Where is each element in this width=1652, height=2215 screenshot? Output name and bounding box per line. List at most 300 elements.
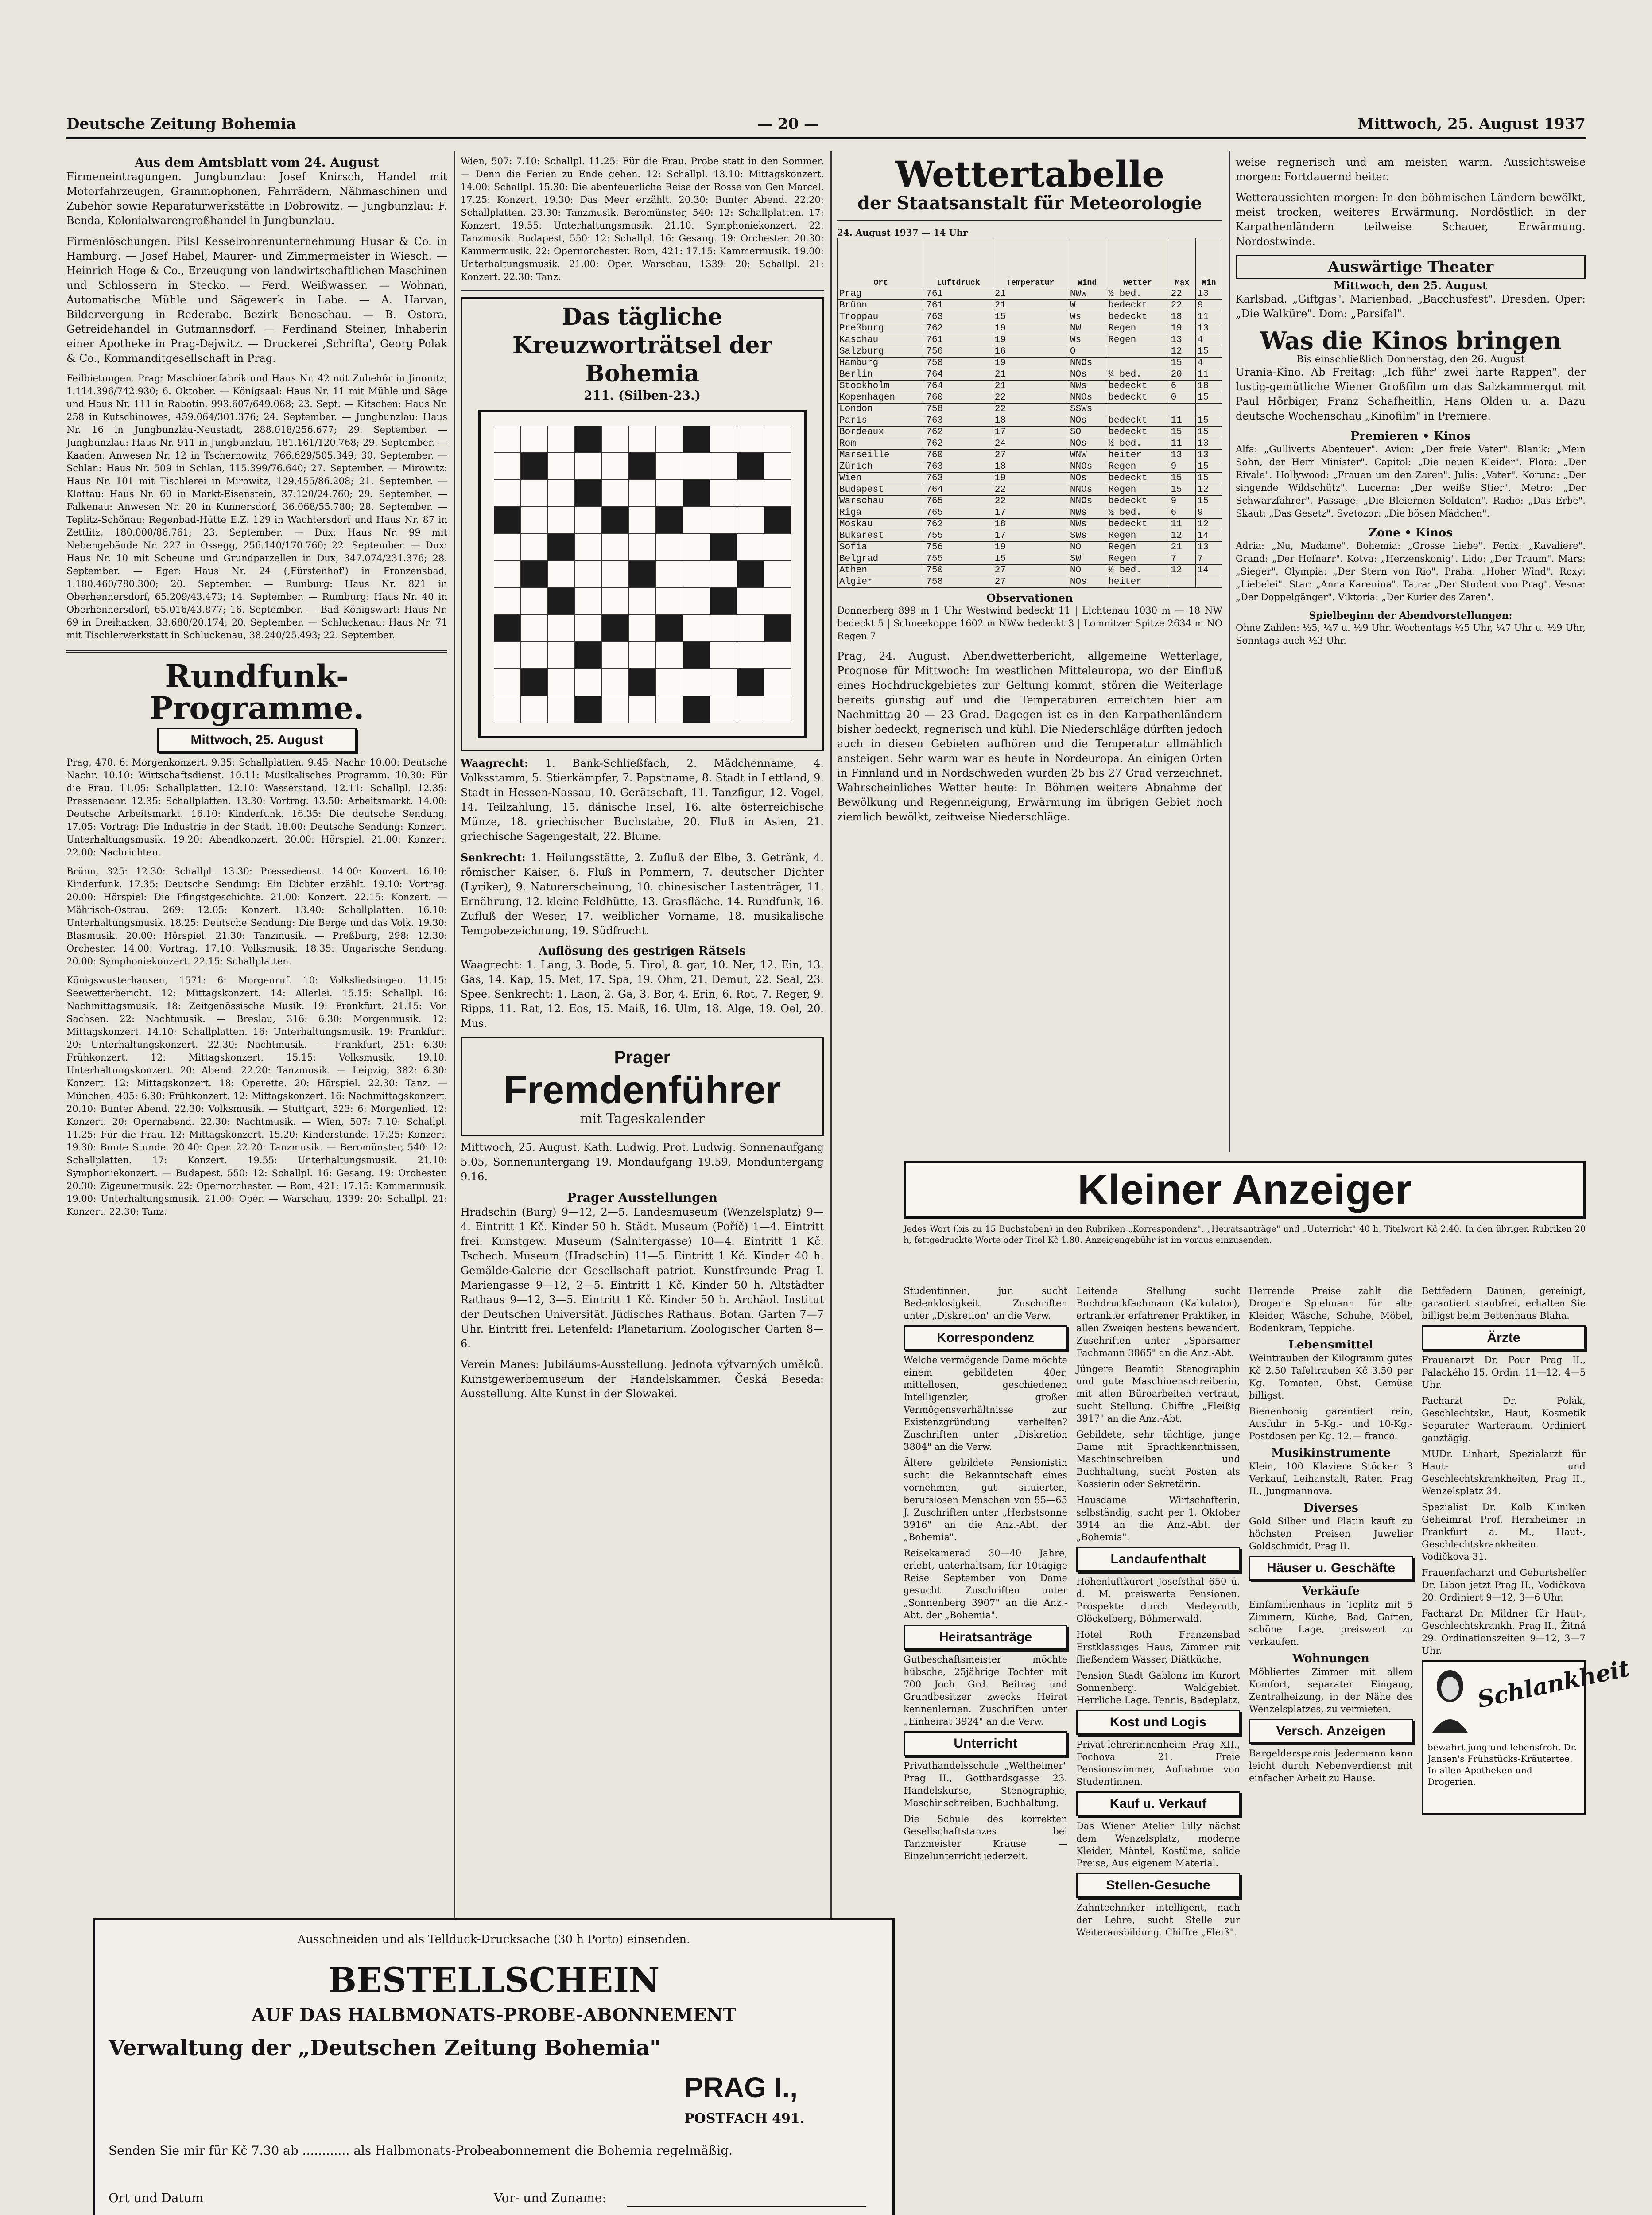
weather-cell: ½ bed. <box>1106 438 1169 450</box>
crossword-cell[interactable] <box>656 507 683 534</box>
crossword-cell[interactable] <box>494 669 521 696</box>
page-header <box>66 111 1586 139</box>
crossword-cell[interactable] <box>575 615 602 642</box>
crossword-cell[interactable] <box>602 615 629 642</box>
order-form-ort-label: Ort und Datum <box>109 2191 204 2205</box>
weather-cell: 12 <box>1169 565 1195 576</box>
crossword-cell[interactable] <box>737 642 764 669</box>
weather-row <box>838 334 1222 346</box>
weather-outlook: Wetteraussichten morgen: In den böhmischen Ländern bewölkt, meist trocken, weiteres Erwärmung. Nordöstlich in der Karpathenländern teilweise Schauer, Erwärmung. Nordostwinde. <box>1236 191 1586 248</box>
weather-cell: NW <box>1068 323 1106 334</box>
crossword-cell[interactable] <box>764 534 791 561</box>
observations-text: Donnerberg 899 m 1 Uhr Westwind bedeckt 11 | Lichtenau 1030 m — 18 NW bedeckt 5 | Schneekoppe 1602 m NWw bedeckt 3 | Lomnitzer Spitze 2634 m NO Regen 7 <box>837 605 1222 641</box>
crossword-cell[interactable] <box>548 534 575 561</box>
ad-pensionistin: Ältere gebildete Pensionistin sucht die Bekanntschaft eines vornehmen, gut situierten, berufslosen Menschen von 55—65 J. Zuschriften unter „Herbstsonne 3916" an die Anz.-Abt. der „Bohemia". <box>904 1457 1067 1543</box>
weather-cell: 761 <box>924 300 993 311</box>
name-field[interactable] <box>627 2206 866 2207</box>
ad-beamtin: Jüngere Beamtin Stenographin und gute Maschinenschreiberin, mit allen Büroarbeiten vertraut, sucht Stellung. Chiffre „Fleißig 3917" an die Anz.-Abt. <box>1076 1364 1240 1424</box>
crossword-cell[interactable] <box>494 588 521 615</box>
order-form-postbox: POSTFACH 491. <box>684 2111 805 2126</box>
weather-cell: 11 <box>1195 369 1222 381</box>
weather-cell: 750 <box>924 565 993 576</box>
crossword-cell[interactable] <box>494 426 521 453</box>
guide-title: Fremdenführer <box>504 1068 781 1111</box>
crossword-cell[interactable] <box>548 480 575 507</box>
weather-cell: Belgrad <box>838 553 924 565</box>
crossword-cell[interactable] <box>575 669 602 696</box>
ad-zimmer: Möbliertes Zimmer mit allem Komfort, separater Eingang, Zentralheizung, in der Nähe des Wenzelsplatzes, zu vermieten. <box>1249 1667 1413 1714</box>
crossword-cell[interactable] <box>548 588 575 615</box>
crossword-cell[interactable] <box>629 534 656 561</box>
crossword-cell[interactable] <box>764 669 791 696</box>
weather-cell: 16 <box>993 346 1068 358</box>
crossword-cell[interactable] <box>602 426 629 453</box>
crossword-cell[interactable] <box>764 696 791 723</box>
ad-josefsthal: Höhenluftkurort Josefsthal 650 ü. d. M. preiswerte Pensionen. Prospekte durch Medeyruth, Glöckelberg, Böhmerwald. <box>1076 1576 1240 1624</box>
ad-section-verkaeufe: Verkäufe <box>1302 1585 1360 1598</box>
weather-cell: 12 <box>1169 346 1195 358</box>
ad-section-aerzte: Ärzte <box>1422 1325 1586 1350</box>
showtimes: Ohne Zahlen: ½5, ¼7 u. ½9 Uhr. Wochentags ½5 Uhr, ¼7 Uhr u. ½9 Uhr, Sonntags auch ½3 Uhr. <box>1236 622 1586 646</box>
crossword-cell[interactable] <box>548 507 575 534</box>
crossword-cell[interactable] <box>548 615 575 642</box>
column-crossword-guide <box>461 155 824 1883</box>
weather-cell: 27 <box>993 565 1068 576</box>
weather-cell: 22 <box>993 484 1068 496</box>
crossword-cell[interactable] <box>494 696 521 723</box>
weather-cell: Regen <box>1106 530 1169 542</box>
weather-cell: 758 <box>924 358 993 369</box>
weather-cell: Budapest <box>838 484 924 496</box>
weather-cell: 15 <box>1169 427 1195 438</box>
weather-cell: ½ bed. <box>1106 507 1169 519</box>
crossword-cell[interactable] <box>656 588 683 615</box>
crossword-cell[interactable] <box>521 507 548 534</box>
weather-cell: 12 <box>1169 530 1195 542</box>
crossword-cell[interactable] <box>656 534 683 561</box>
crossword-cell[interactable] <box>737 480 764 507</box>
weather-row <box>838 300 1222 311</box>
ad-schlankheit <box>1422 1655 1632 1815</box>
crossword-cell[interactable] <box>494 561 521 588</box>
crossword-cell[interactable] <box>656 426 683 453</box>
weather-cell: Brünn <box>838 300 924 311</box>
theatre-date: Mittwoch, den 25. August <box>1334 279 1488 292</box>
solution-title: Auflösung des gestrigen Rätsels <box>539 944 746 958</box>
crossword-cell[interactable] <box>575 480 602 507</box>
crossword-cell[interactable] <box>656 696 683 723</box>
crossword-cell[interactable] <box>521 615 548 642</box>
crossword-cell[interactable] <box>683 480 710 507</box>
ad-hotel-roth: Hotel Roth Franzensbad Erstklassiges Haus, Zimmer mit fließendem Wasser, Diätküche. <box>1076 1629 1240 1665</box>
weather-cell: W <box>1068 300 1106 311</box>
header-page-number: — 20 — <box>757 115 819 133</box>
crossword-cell[interactable] <box>683 534 710 561</box>
crossword-cell[interactable] <box>737 669 764 696</box>
down-clues: 1. Heilungsstätte, 2. Zufluß der Elbe, 3. Getränk, 4. römischer Kaiser, 6. Fluß in Pommern, 7. deutscher Dichter (Lyriker), 9. Naturerscheinung, 10. chinesischer Lastenträger, 11. Ernährung, 12. kleine Feldhütte, 13. Grasfläche, 14. Rundfunk, 16. Zufluß der Weser, 17. weiblicher Vorname, 18. musikalische Tempobezeichnung, 19. Südfrucht. <box>461 851 824 937</box>
crossword-cell[interactable] <box>548 696 575 723</box>
weather-row <box>838 346 1222 358</box>
crossword-cell[interactable] <box>737 696 764 723</box>
crossword-cell[interactable] <box>656 642 683 669</box>
crossword-cell[interactable] <box>710 534 737 561</box>
ads-column-2 <box>1076 1285 1240 1942</box>
newspaper-page <box>66 111 1632 2215</box>
weather-cell: 13 <box>1169 450 1195 461</box>
weather-cell: 11 <box>1195 311 1222 323</box>
crossword-cell[interactable] <box>764 426 791 453</box>
ad-arzt-kolb: Spezialist Dr. Kolb Kliniken Geheimrat Prof. Herxheimer in Frankfurt a. M., Haut-, Geschlechtskrankheiten. Vodičkova 31. <box>1422 1502 1586 1562</box>
ad-student: Studentinnen, jur. sucht Bedenklosigkeit. Zuschriften unter „Diskretion" an die Verw. <box>904 1286 1067 1321</box>
weather-cell: 11 <box>1169 438 1195 450</box>
weather-cell: Berlin <box>838 369 924 381</box>
ads-column-3 <box>1249 1285 1413 1788</box>
ad-lehrerinnenheim: Privat-lehrerinnenheim Prag XII., Fochova 21. Freie Pensionszimmer, Aufnahme von Studentinnen. <box>1076 1739 1240 1787</box>
crossword-cell[interactable] <box>602 642 629 669</box>
crossword-cell[interactable] <box>548 561 575 588</box>
weather-cell: 9 <box>1195 507 1222 519</box>
weather-cell: WNW <box>1068 450 1106 461</box>
crossword-cell[interactable] <box>629 615 656 642</box>
weather-cell: 762 <box>924 519 993 530</box>
weather-cell: 763 <box>924 311 993 323</box>
ad-section-heirat: Heiratsanträge <box>904 1625 1067 1650</box>
weather-cell: 15 <box>1195 496 1222 507</box>
ad-arzt-mildner: Facharzt Dr. Mildner für Haut-, Geschlechtskrankh. Prag II., Žitná 29. Ordinationszeiten 9—12, 3—7 Uhr. <box>1422 1608 1586 1656</box>
weather-cell: bedeckt <box>1106 519 1169 530</box>
weather-continued: weise regnerisch und am meisten warm. Aussichtsweise morgen: Fortdauernd heiter. <box>1236 156 1586 183</box>
solution-text: Waagrecht: 1. Lang, 3. Bode, 5. Tirol, 8. gar, 10. Ner, 12. Ein, 13. Gas, 14. Kap, 15. Met, 17. Spa, 19. Ohm, 21. Demut, 22. Seal, 23. Spee. Senkrecht: 1. Laon, 2. Ga, 3. Bor, 4. Erin, 6. Rot, 7. Reger, 9. Ripps, 11. Rat, 12. Eos, 15. Maiß, 16. Ulm, 18. Alge, 19. Oel, 20. Mus. <box>461 959 824 1030</box>
crossword-cell[interactable] <box>710 696 737 723</box>
weather-cell: 763 <box>924 473 993 484</box>
ad-section-verschiedenes: Versch. Anzeigen <box>1249 1719 1413 1744</box>
crossword-cell[interactable] <box>521 669 548 696</box>
weather-cell: 14 <box>1195 530 1222 542</box>
weather-cell: 4 <box>1195 334 1222 346</box>
weather-cell: Rom <box>838 438 924 450</box>
weather-cell: Ws <box>1068 311 1106 323</box>
crossword-cell[interactable] <box>710 480 737 507</box>
crossword-cell[interactable] <box>629 696 656 723</box>
crossword-cell[interactable] <box>521 534 548 561</box>
crossword-cell[interactable] <box>575 534 602 561</box>
weather-cell: 21 <box>993 288 1068 300</box>
crossword-cell[interactable] <box>710 642 737 669</box>
weather-cell: NWs <box>1068 381 1106 392</box>
weather-cell: 18 <box>1169 311 1195 323</box>
crossword-cell[interactable] <box>710 561 737 588</box>
crossword-cell[interactable] <box>575 507 602 534</box>
crossword-cell[interactable] <box>575 696 602 723</box>
crossword-cell[interactable] <box>683 669 710 696</box>
weather-cell: 15 <box>1195 346 1222 358</box>
radio-misc: Brünn, 325: 12.30: Schallpl. 13.30: Pressedienst. 14.00: Konzert. 16.10: Kinderfunk. 17.35: Deutsche Sendung: Ein Dichter erzählt. 19.10: Vortrag. 20.00: Hörspiel: Die Pfingstgeschichte. 21.00: Konzert. 22.15: Konzert. — Mährisch-Ostrau, 269: 12.05: Konzert. 13.40: Schallplatten. 16.10: Unterhaltungsmusik. 18.25: Deutsche Sendung: Die Berge und das Volk. 19.30: Blasmusik. 20.00: Hörspiel. 21.30: Tanzmusik. — Preßburg, 298: 12.30: Orchester. 14.00: Vortrag. 17.10: Volksmusik. 18.35: Ungarische Sendung. 20.00: Symphoniekonzert. 22.15: Schallplatten. <box>66 866 447 967</box>
crossword-cell[interactable] <box>710 507 737 534</box>
weather-cell: NWs <box>1068 519 1106 530</box>
crossword-cell[interactable] <box>764 561 791 588</box>
crossword-cell[interactable] <box>764 507 791 534</box>
weather-row <box>838 530 1222 542</box>
crossword-cell[interactable] <box>629 561 656 588</box>
crossword-cell[interactable] <box>764 615 791 642</box>
weather-cell: 20 <box>1169 369 1195 381</box>
crossword-cell[interactable] <box>521 642 548 669</box>
weather-cell: 17 <box>993 427 1068 438</box>
crossword-cell[interactable] <box>494 534 521 561</box>
weather-cell: 761 <box>924 334 993 346</box>
weather-cell: 758 <box>924 576 993 588</box>
weather-cell: ¼ bed. <box>1106 369 1169 381</box>
ad-bettfedern: Bettfedern Daunen, gereinigt, garantiert staubfrei, erhalten Sie billigst beim Bettenhaus Blaha. <box>1422 1286 1586 1321</box>
weather-cell: Salzburg <box>838 346 924 358</box>
weather-cell: NNOs <box>1068 392 1106 404</box>
crossword-cell[interactable] <box>683 615 710 642</box>
crossword-cell[interactable] <box>521 696 548 723</box>
crossword-cell[interactable] <box>575 588 602 615</box>
weather-cell: 15 <box>993 311 1068 323</box>
weather-cell: SO <box>1068 427 1106 438</box>
radio-prague: Prag, 470. 6: Morgenkonzert. 9.35: Schallplatten. 9.45: Nachr. 10.00: Deutsche Nachr. 10.10: Wirtschaftsdienst. 10.11: Musikalisches Programm. 10.30: Für die Frau. 11.05: Schallplatten. 12.10: Wasserstand. 12.11: Schallpl. 12.35: Pressenachr. 12.35: Schallplatten. 13.30: Vortrag. 13.50: Arbeitsmarkt. 14.00: Deutsche Arbeitsmarkt. 16.10: Kinderfunk. 16.35: Die deutsche Sendung. 17.05: Vortrag: Die Industrie in der Stadt. 18.00: Deutsche Sendung: Konzert. Unterhaltungsmusik. 19.20: Abendkonzert. 20.00: Hörspiel. 21.00: Konzert. 22.00: Nachrichten. <box>66 757 447 858</box>
crossword-cell[interactable] <box>764 453 791 480</box>
crossword-cell[interactable] <box>521 588 548 615</box>
crossword-cell[interactable] <box>575 561 602 588</box>
order-form-line2: Verwaltung der „Deutschen Zeitung Bohemia" <box>109 2036 661 2060</box>
crossword-cell[interactable] <box>575 426 602 453</box>
crossword-cell[interactable] <box>629 426 656 453</box>
crossword-cell[interactable] <box>737 507 764 534</box>
crossword-cell[interactable] <box>710 453 737 480</box>
weather-cell: 19 <box>993 542 1068 553</box>
crossword-cell[interactable] <box>494 453 521 480</box>
theatre-list: Karlsbad. „Giftgas". Marienbad. „Bacchusfest". Dresden. Oper: „Die Walküre". Dom: „Parsifal". <box>1236 293 1586 320</box>
crossword-cell[interactable] <box>737 534 764 561</box>
crossword-cell[interactable] <box>575 453 602 480</box>
weather-cell: NO <box>1068 542 1106 553</box>
crossword-cell[interactable] <box>548 453 575 480</box>
crossword-number: 211. (Silben-23.) <box>583 388 701 403</box>
crossword-cell[interactable] <box>737 453 764 480</box>
guide-pre: Prager <box>614 1048 671 1067</box>
crossword-cell[interactable] <box>494 480 521 507</box>
weather-cell: Riga <box>838 507 924 519</box>
crossword-cell[interactable] <box>494 615 521 642</box>
weather-cell <box>1106 358 1169 369</box>
crossword-cell[interactable] <box>737 588 764 615</box>
crossword-cell[interactable] <box>575 642 602 669</box>
weather-cell: 4 <box>1195 358 1222 369</box>
weather-cell: Moskau <box>838 519 924 530</box>
crossword-cell[interactable] <box>737 615 764 642</box>
weather-row <box>838 369 1222 381</box>
crossword-cell[interactable] <box>629 642 656 669</box>
crossword-cell[interactable] <box>764 588 791 615</box>
zone-list: Adria: „Nu, Madame". Bohemia: „Grosse Liebe". Fenix: „Kavaliere". Grand: „Der Hofnarr". Kotva: „Herzenskonig". Lido: „Der Traum". Mars: „Sieger". Olympia: „Der Stern von Rio". Praha: „Hoher Wind". Roxy: „Liebelei". Star: „Anna Karenina". Tatra: „Der Student von Prag". Vesna: „Der Doppelgänger". Viktoria: „Der Kurier des Zaren". <box>1236 540 1586 602</box>
crossword-cell[interactable] <box>683 426 710 453</box>
crossword-cell[interactable] <box>656 615 683 642</box>
crossword-cell[interactable] <box>737 426 764 453</box>
crossword-cell[interactable] <box>683 561 710 588</box>
ad-heirat-1: Gutbeschaftsmeister möchte hübsche, 25jährige Tochter mit 700 Joch Grd. Beitrag und Grundbesitzer zwecks Heirat kennenlernen. Zuschriften unter „Einheirat 3924" an die Verw. <box>904 1654 1067 1727</box>
weather-cell: 762 <box>924 323 993 334</box>
observations-title: Observationen <box>986 591 1073 604</box>
crossword-cell[interactable] <box>548 642 575 669</box>
crossword-cell[interactable] <box>683 642 710 669</box>
crossword-cell[interactable] <box>494 642 521 669</box>
weather-cell: 15 <box>1195 427 1222 438</box>
crossword-cell[interactable] <box>602 507 629 534</box>
weather-cell: 15 <box>1169 473 1195 484</box>
crossword-cell[interactable] <box>629 453 656 480</box>
weather-cell: bedeckt <box>1106 496 1169 507</box>
weather-cell: Marseille <box>838 450 924 461</box>
weather-cell: 22 <box>993 392 1068 404</box>
ads-banner-title: Kleiner Anzeiger <box>1078 1166 1412 1213</box>
crossword-cell[interactable] <box>602 480 629 507</box>
weather-cell: 764 <box>924 381 993 392</box>
crossword-cell[interactable] <box>602 669 629 696</box>
crossword-cell[interactable] <box>629 480 656 507</box>
weather-header-cell: Temperatur <box>993 238 1068 288</box>
ad-einfamilienhaus: Einfamilienhaus in Teplitz mit 5 Zimmern, Küche, Bad, Garten, schöne Lage, preiswert zu verkaufen. <box>1249 1599 1413 1647</box>
weather-cell: Algier <box>838 576 924 588</box>
weather-row <box>838 496 1222 507</box>
weather-cell <box>1169 404 1195 415</box>
order-form-city: PRAG I., <box>684 2071 798 2103</box>
weather-cell: London <box>838 404 924 415</box>
weather-cell: 17 <box>993 530 1068 542</box>
weather-cell: NOs <box>1068 438 1106 450</box>
weather-row <box>838 392 1222 404</box>
weather-row <box>838 358 1222 369</box>
weather-cell: Kaschau <box>838 334 924 346</box>
ad-section-kost: Kost und Logis <box>1076 1710 1240 1735</box>
weather-cell: 14 <box>1195 565 1222 576</box>
kino-intro: Urania-Kino. Ab Freitag: „Ich führ' zwei harte Rappen", der lustig-gemütliche Wiener Großfilm um das Salzkammergut mit Paul Hörbiger, Franz Schafheitlin, Hans Olden u. a. Dazu deutsche Wochenschau „Kinofilm" in Premiere. <box>1236 366 1586 422</box>
ad-arzt-linhart: MUDr. Linhart, Spezialarzt für Haut- und Geschlechtskrankheiten, Prag II., Wenzelsplatz 34. <box>1422 1449 1586 1496</box>
ad-klaviere: Klein, 100 Klaviere Stöcker 3 Verkauf, Leihanstalt, Raten. Prag II., Jungmannova. <box>1249 1461 1413 1496</box>
crossword-cell[interactable] <box>494 507 521 534</box>
weather-cell: 22 <box>993 496 1068 507</box>
associations-list: Verein Manes: Jubiläums-Ausstellung. Jednota výtvarných umělců. Kunstgewerbemuseum der Handelskammer. Česká Beseda: Ausstellung. Alte Kunst in der Slowakei. <box>461 1358 824 1400</box>
crossword-cell[interactable] <box>548 426 575 453</box>
crossword-cell[interactable] <box>683 507 710 534</box>
guide-day: Mittwoch, 25. August. Kath. Ludwig. Prot. Ludwig. Sonnenaufgang 5.05, Sonnenuntergang 19. Mondaufgang 19.59, Monduntergang 9.16. <box>461 1141 824 1183</box>
crossword-cell[interactable] <box>710 669 737 696</box>
weather-cell <box>1195 404 1222 415</box>
crossword-cells <box>494 426 791 723</box>
crossword-cell[interactable] <box>656 561 683 588</box>
crossword-cell[interactable] <box>710 588 737 615</box>
crossword-cell[interactable] <box>521 426 548 453</box>
weather-cell: Regen <box>1106 334 1169 346</box>
crossword-grid <box>478 410 807 738</box>
ad-section-unterricht: Unterricht <box>904 1731 1067 1756</box>
crossword-cell[interactable] <box>521 453 548 480</box>
weather-cell: NO <box>1068 565 1106 576</box>
weather-cell: 21 <box>1169 542 1195 553</box>
crossword-cell[interactable] <box>602 453 629 480</box>
order-form-name-label: Vor- und Zuname: <box>494 2191 606 2205</box>
weather-cell: NNOs <box>1068 484 1106 496</box>
weather-cell: Prag <box>838 288 924 300</box>
weather-row <box>838 461 1222 473</box>
crossword-cell[interactable] <box>602 696 629 723</box>
radio-date-box: Mittwoch, 25. August <box>157 728 357 753</box>
weather-row <box>838 427 1222 438</box>
ad-section-diverses: Diverses <box>1303 1501 1358 1515</box>
ad-pension-stadt: Pension Stadt Gablonz im Kurort Sonnenberg. Waldgebiet. Herrliche Lage. Tennis, Badeplatz. <box>1076 1670 1240 1706</box>
crossword-cell[interactable] <box>764 642 791 669</box>
weather-cell: 22 <box>1169 288 1195 300</box>
order-form-title: BESTELLSCHEIN <box>328 1960 660 2000</box>
weather-row <box>838 473 1222 484</box>
crossword-cell[interactable] <box>710 426 737 453</box>
zone-title: Zone • Kinos <box>1369 526 1453 540</box>
ad-arzt-polak: Facharzt Dr. Polák, Geschlechtskr., Haut, Kosmetik Separater Warteraum. Ordiniert ganztägig. <box>1422 1395 1586 1443</box>
crossword-cell[interactable] <box>764 480 791 507</box>
crossword-cell[interactable] <box>629 507 656 534</box>
crossword-cell[interactable] <box>656 480 683 507</box>
crossword-cell[interactable] <box>656 669 683 696</box>
weather-cell: 17 <box>993 507 1068 519</box>
weather-cell: Regen <box>1106 323 1169 334</box>
crossword-cell[interactable] <box>683 696 710 723</box>
weather-cell: Troppau <box>838 311 924 323</box>
ad-section-lebensmittel: Lebensmittel <box>1288 1338 1373 1352</box>
weather-table <box>837 238 1222 588</box>
weather-header-cell: Luftdruck <box>924 238 993 288</box>
weather-cell: NOs <box>1068 369 1106 381</box>
weather-cell: NWs <box>1068 507 1106 519</box>
crossword-cell[interactable] <box>656 453 683 480</box>
weather-cell: bedeckt <box>1106 392 1169 404</box>
crossword-cell[interactable] <box>602 588 629 615</box>
weather-cell: Regen <box>1106 461 1169 473</box>
weather-cell: 15 <box>1169 484 1195 496</box>
weather-row <box>838 404 1222 415</box>
weather-cell: 18 <box>993 461 1068 473</box>
ad-leitende-stellung: Leitende Stellung sucht Buchdruckfachmann (Kalkulator), ertrankter erfahrener Praktiker, in allen Zweigen bestens bewandert. Zuschriften unter „Sparsamer Fachmann 3865" an die Anz.-Abt. <box>1076 1286 1240 1358</box>
crossword-cell[interactable] <box>629 588 656 615</box>
crossword-cell[interactable] <box>521 480 548 507</box>
crossword-cell[interactable] <box>710 615 737 642</box>
crossword-cell[interactable] <box>521 561 548 588</box>
premieres-title: Premieren • Kinos <box>1350 430 1471 443</box>
crossword-cell[interactable] <box>602 561 629 588</box>
weather-date: 24. August 1937 <box>837 227 919 238</box>
gazette-auctions: Feilbietungen. Prag: Maschinenfabrik und Haus Nr. 42 mit Zubehör in Jinonitz, 1.114.396/742.930; 6. Oktober. — Königsaal: Haus Nr. 11 mit Mühle und Säge und Haus Nr. 111 in Rabotin, 993.607/649.068; 23. Sept. — Kitschen: Haus Nr. 258 in Kutschinowes, 459.064/301.376; 24. September. — Jungbunzlau: Haus Nr. 16 in Jungbunzlau-Neustadt, 288.018/256.677; 29. September. — Jungbunzlau: Haus Nr. 911 in Jungbunzlau, 181.161/120.768; 29. September. — Kaaden: Anwesen Nr. 12 in Tschernowitz, 766.629/505.349; 30. September. — Schlan: Haus Nr. 509 in Schlan, 115.399/76.640; 27. September. — Mirowitz: Haus Nr. 101 mit Tischlerei in Mirowitz, 129.455/86.208; 21. September. — Klattau: Haus Nr. 60 in Markt-Eisenstein, 37.120/24.760; 29. September. — Falkenau: Anwesen Nr. 20 in Kunnersdorf, 36.068/55.780; 28. September. — Teplitz-Schönau: Regenbad-Hütte E.Z. 129 in Wachtersdorf und Haus Nr. 87 in Zettlitz, 180.000/86.761; 23. September. — Dux: Haus Nr. 99 mit Nebengebäude Nr. 227 in Ossegg, 256.140/170.760; 22. September. — Dux: Haus Nr. 10 mit Scheune und Grundparzellen in Dux, 347.074/231.376; 28. September. — Eger: Haus Nr. 24 (‚Fürstenhof') in Franzensbad, 1.180.460/780.300; 20. September. — Rumburg: Haus Nr. 821 in Oberhennersdorf, 65.209/43.473; 14. September. — Rumburg: Haus Nr. 40 in Oberhennersdorf, 65.016/43.877; 16. September. — Bad Königswart: Haus Nr. 69 in Dreihacken, 33.680/20.174; 20. September. — Schluckenau: Haus Nr. 71 mit Tischlerwerkstatt in Schluckenau, 38.240/25.493; 22. September. <box>66 373 447 641</box>
weather-cell: 22 <box>1169 300 1195 311</box>
weather-header-cell: Wetter <box>1106 238 1169 288</box>
ad-section-korrespondenz: Korrespondenz <box>904 1325 1067 1350</box>
weather-subtitle: der Staatsanstalt für Meteorologie <box>857 193 1202 214</box>
crossword-cell[interactable] <box>737 561 764 588</box>
weather-cell: 13 <box>1195 450 1222 461</box>
weather-cell: 13 <box>1195 323 1222 334</box>
across-clues: 1. Bank-Schließfach, 2. Mädchenname, 4. Volksstamm, 5. Stierkämpfer, 7. Papstname, 8. Stadt in Lettland, 9. Stadt in Hessen-Nassau, 10. Gerätschaft, 11. Tanzfigur, 12. Vogel, 14. Teilzahlung, 15. dänische Insel, 16. alte österreichische Münze, 18. griechischer Buchstabe, 20. Fluß in Asien, 21. griechische Sagengestalt, 22. Blume. <box>461 757 824 843</box>
weather-cell: 762 <box>924 427 993 438</box>
weather-cell: bedeckt <box>1106 381 1169 392</box>
order-form-note: Ausschneiden und als Tellduck-Drucksache (30 h Porto) einsenden. <box>297 1933 690 1946</box>
crossword-cell[interactable] <box>683 588 710 615</box>
weather-cell: Warschau <box>838 496 924 507</box>
crossword-cell[interactable] <box>683 453 710 480</box>
crossword-box <box>461 297 824 751</box>
crossword-cell[interactable] <box>629 669 656 696</box>
crossword-cell[interactable] <box>548 669 575 696</box>
crossword-cell[interactable] <box>602 534 629 561</box>
weather-title: Wettertabelle <box>895 153 1165 195</box>
